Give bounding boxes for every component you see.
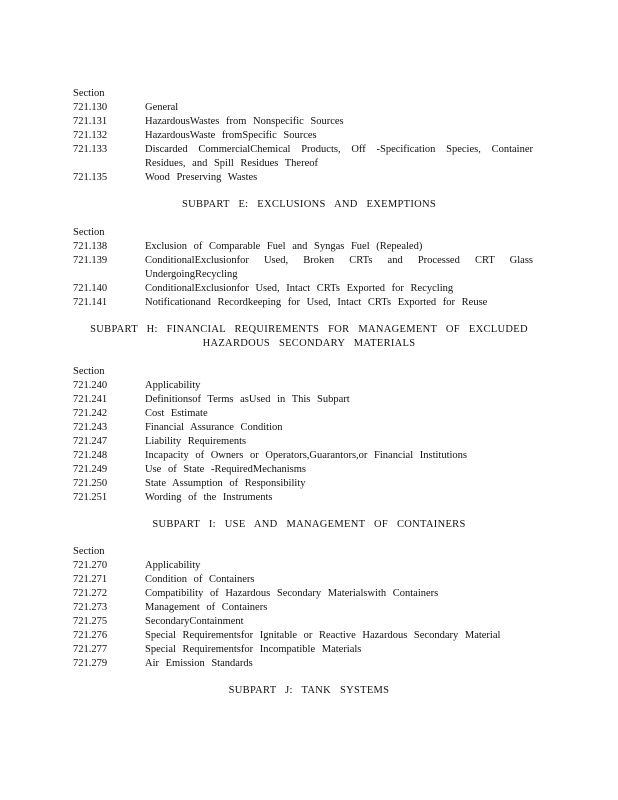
section-title: Definitionsof Terms asUsed in This Subpart bbox=[145, 394, 350, 405]
section-title: General bbox=[145, 102, 179, 113]
section-row bbox=[73, 407, 533, 421]
section-row bbox=[73, 282, 533, 296]
section-row bbox=[73, 449, 533, 463]
section-row bbox=[73, 601, 533, 615]
section-number: 721.249 bbox=[73, 464, 108, 475]
section-row bbox=[73, 643, 533, 657]
section-row bbox=[73, 587, 533, 601]
section-number: 721.248 bbox=[73, 450, 108, 461]
section-row bbox=[73, 393, 533, 407]
section-number: 721.271 bbox=[73, 574, 108, 585]
section-number: 721.141 bbox=[73, 297, 108, 308]
section-number: 721.279 bbox=[73, 658, 108, 669]
section-number: 721.133 bbox=[73, 144, 108, 155]
section-row bbox=[73, 615, 533, 629]
section-row bbox=[73, 240, 533, 254]
section-row bbox=[73, 115, 533, 129]
section-title: Cost Estimate bbox=[145, 408, 208, 419]
section-row bbox=[73, 559, 533, 573]
section-title: Applicability bbox=[145, 380, 201, 391]
section-number: 721.273 bbox=[73, 602, 108, 613]
section-title: Exclusion of Comparable Fuel and Syngas Fuel (Repealed) bbox=[145, 241, 423, 252]
subpart-j-heading: SUBPART J: TANK SYSTEMS bbox=[228, 685, 390, 696]
section-title: Liability Requirements bbox=[145, 436, 247, 447]
section-row bbox=[73, 379, 533, 393]
section-title: Wood Preserving Wastes bbox=[145, 172, 258, 183]
section-title: Special Requirementsfor Incompatible Materials bbox=[145, 644, 362, 655]
section-number: 721.250 bbox=[73, 478, 108, 489]
section-number: 721.132 bbox=[73, 130, 108, 141]
section-list-subpart-d bbox=[73, 87, 533, 185]
section-title: State Assumption of Responsibility bbox=[145, 478, 306, 489]
section-label: Section bbox=[73, 88, 105, 99]
section-title: Condition of Containers bbox=[145, 574, 255, 585]
section-label: Section bbox=[73, 366, 105, 377]
section-row bbox=[73, 101, 533, 115]
section-title: Applicability bbox=[145, 560, 201, 571]
section-number: 721.270 bbox=[73, 560, 108, 571]
section-list-subpart-i bbox=[73, 545, 533, 671]
section-row bbox=[73, 254, 533, 282]
subpart-e-heading: SUBPART E: EXCLUSIONS AND EXEMPTIONS bbox=[181, 199, 437, 210]
section-row bbox=[73, 629, 533, 643]
section-row bbox=[73, 143, 533, 171]
subpart-h-heading-line1: SUBPART H: FINANCIAL REQUIREMENTS FOR MANAGEMENT OF EXCLUDED bbox=[90, 324, 528, 335]
section-number: 721.139 bbox=[73, 255, 108, 266]
section-list-subpart-e bbox=[73, 226, 533, 310]
section-title: Special Requirementsfor Ignitable or Reactive Hazardous Secondary Material bbox=[145, 630, 501, 641]
section-title: ConditionalExclusionfor Used, Intact CRTs Exported for Recycling bbox=[145, 283, 454, 294]
section-title: Incapacity of Owners or Operators,Guarantors,or Financial Institutions bbox=[145, 450, 467, 461]
section-number: 721.140 bbox=[73, 283, 108, 294]
section-title: Management of Containers bbox=[145, 602, 268, 613]
section-number: 721.277 bbox=[73, 644, 108, 655]
section-number: 721.135 bbox=[73, 172, 108, 183]
section-list-subpart-h bbox=[73, 365, 533, 505]
section-title: SecondaryContainment bbox=[145, 616, 244, 627]
section-title: HazardousWastes from Nonspecific Sources bbox=[145, 116, 344, 127]
section-row bbox=[73, 657, 533, 671]
section-row bbox=[73, 573, 533, 587]
section-row bbox=[73, 129, 533, 143]
section-number: 721.276 bbox=[73, 630, 108, 641]
section-title: Financial Assurance Condition bbox=[145, 422, 283, 433]
section-row bbox=[73, 421, 533, 435]
section-label: Section bbox=[73, 227, 105, 238]
section-row bbox=[73, 296, 533, 310]
section-number: 721.247 bbox=[73, 436, 108, 447]
section-title: Notificationand Recordkeeping for Used, Intact CRTs Exported for Reuse bbox=[145, 297, 488, 308]
section-number: 721.130 bbox=[73, 102, 108, 113]
subpart-h-heading-line2: HAZARDOUS SECONDARY MATERIALS bbox=[202, 338, 416, 349]
section-number: 721.241 bbox=[73, 394, 108, 405]
section-title: Wording of the Instruments bbox=[145, 492, 273, 503]
section-number: 721.275 bbox=[73, 616, 108, 627]
section-title: Compatibility of Hazardous Secondary Materialswith Containers bbox=[145, 588, 439, 599]
section-number: 721.251 bbox=[73, 492, 108, 503]
section-row bbox=[73, 171, 533, 185]
section-title: ConditionalExclusionfor Used, Broken CRTs and Processed CRT Glass UndergoingRecycling bbox=[145, 255, 533, 280]
section-number: 721.242 bbox=[73, 408, 108, 419]
section-row bbox=[73, 491, 533, 505]
section-number: 721.138 bbox=[73, 241, 108, 252]
section-row bbox=[73, 477, 533, 491]
section-number: 721.243 bbox=[73, 422, 108, 433]
subpart-i-heading: SUBPART I: USE AND MANAGEMENT OF CONTAINERS bbox=[152, 519, 466, 530]
section-row bbox=[73, 435, 533, 449]
section-number: 721.240 bbox=[73, 380, 108, 391]
section-title: Use of State -RequiredMechanisms bbox=[145, 464, 307, 475]
section-number: 721.131 bbox=[73, 116, 108, 127]
section-number: 721.272 bbox=[73, 588, 108, 599]
section-row bbox=[73, 463, 533, 477]
section-label: Section bbox=[73, 546, 105, 557]
section-title: Air Emission Standards bbox=[145, 658, 253, 669]
section-title: Discarded CommercialChemical Products, Off -Specification Species, Container Residues, and Spill Residues Thereof bbox=[145, 144, 533, 169]
section-title: HazardousWaste fromSpecific Sources bbox=[145, 130, 317, 141]
